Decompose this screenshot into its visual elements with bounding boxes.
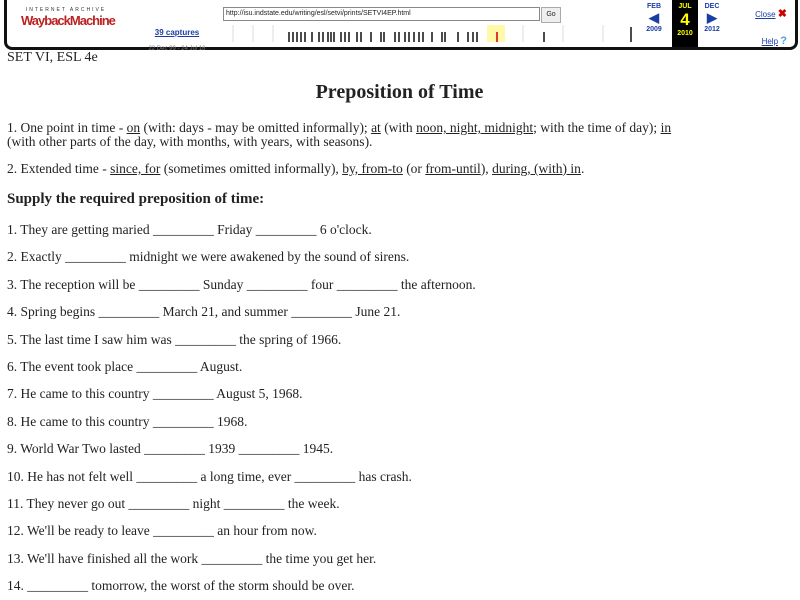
rule-1: 1. One point in time - on (with: days - may be omitted informally); at (with noon, night, midnight; with the time of day); in [7,120,672,135]
link-noon[interactable]: noon, night, midnight [416,120,534,135]
close-button[interactable]: Close ✖ [755,8,787,20]
exercise-heading: Supply the required preposition of time: [7,191,265,207]
exercise-item: 9. World War Two lasted _________ 1939 _________ 1945. [7,441,334,457]
exercise-item: 14. _________ tomorrow, the worst of the storm should be over. [7,578,355,594]
exercise-item: 3. The reception will be _________ Sunday _________ four _________ the afternoon. [7,276,476,292]
exercise-item: 4. Spring begins _________ March 21, and summer _________ June 21. [7,304,401,320]
help-icon[interactable]: ? [780,35,787,47]
capture-range: 22 Dec 99 - 24 Jul 16 [148,46,206,52]
link-during[interactable]: during, (with) in [492,161,581,176]
link-by[interactable]: by, from-to [342,161,403,176]
capture-sparkline[interactable] [223,25,641,42]
logo-main: WaybackMachine [21,13,115,28]
exercise-item: 6. The event took place _________ August. [7,359,243,374]
link-since[interactable]: since, for [110,161,161,176]
rule-2: 2. Extended time - since, for (sometimes omitted informally), by, from-to (or from-until), during, (with) in. [7,161,585,176]
current-date: JUL 4 2010 [672,0,698,47]
prev-arrow-icon[interactable]: ◀ [649,10,659,25]
wayback-logo[interactable] [21,7,115,28]
exercise-item: 10. He has not felt well _________ a long time, ever _________ has crash. [7,468,412,484]
exercise-item: 13. We'll have finished all the work _________ the time you get her. [7,550,377,566]
exercise-item: 11. They never go out _________ night _________ the week. [7,496,340,511]
exercise-item: 8. He came to this country _________ 1968. [7,413,248,429]
rule-1-cont: (with other parts of the day, with months, with years, with seasons). [7,134,373,149]
go-button[interactable]: Go [541,7,561,23]
url-input[interactable]: http://isu.indstate.edu/writing/esl/setvi/prints/SETVI4EP.html [223,7,540,21]
exercise-item: 1. They are getting maried _________ Friday _________ 6 o'clock. [7,222,372,237]
exercise-item: 5. The last time I saw him was _________ the spring of 1966. [7,331,342,347]
exercise-item: 2. Exactly _________ midnight we were awakened by the sound of sirens. [7,249,410,265]
set-label: SET VI, ESL 4e [7,50,98,65]
next-month[interactable]: DEC ▶ 2012 [697,3,727,33]
wayback-toolbar [4,0,798,50]
link-on[interactable]: on [126,120,141,135]
link-in[interactable]: in [660,120,672,135]
link-from-until[interactable]: from-until [425,161,481,176]
exercise-item: 12. We'll be ready to leave _________ an hour from now. [7,523,317,539]
next-arrow-icon[interactable]: ▶ [707,10,717,25]
help-button[interactable]: Help ? [761,35,787,47]
page-title: Preposition of Time [315,81,484,103]
close-icon[interactable]: ✖ [777,8,787,20]
link-at[interactable]: at [371,120,381,135]
exercise-item: 7. He came to this country _________ August 5, 1968. [7,386,303,402]
logo-top: INTERNET ARCHIVE [25,7,107,13]
prev-month[interactable]: FEB ◀ 2009 [639,3,669,33]
captures-link[interactable]: 39 captures [154,28,200,37]
